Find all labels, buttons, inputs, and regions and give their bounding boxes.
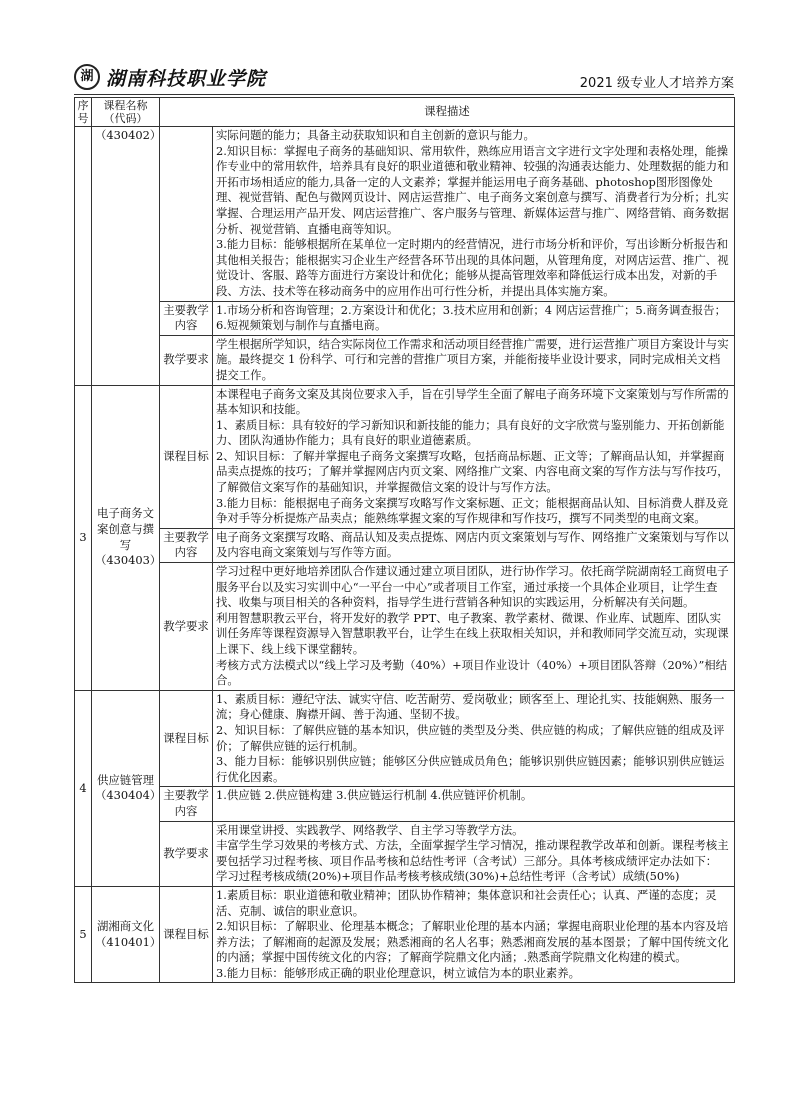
course-code: （430402） (95, 128, 162, 142)
course-name: 电子商务文案创意与撰写 (97, 506, 154, 552)
requirement-line: 采用课堂讲授、实践教学、网络教学、自主学习等教学方法。 (216, 822, 524, 837)
table-row (75, 886, 735, 983)
goal-label: 课程目标 (160, 690, 213, 787)
requirement-line: 考核方式方法模式以“线上学习及考勤（40%）+项目作业设计（40%）+项目团队答辩（20%）”相结合。 (216, 657, 728, 688)
course-name-cell (92, 690, 160, 886)
content-label: 主要教学内容 (160, 301, 213, 335)
table-row (75, 787, 735, 821)
goal-line: 3、能力目标：能够识别供应链；能够区分供应链成员角色；能够识别供应链因素；能够识别供应链运行优化因素。 (216, 754, 725, 784)
course-code: （430403） (95, 553, 162, 568)
requirement-label: 教学要求 (160, 563, 213, 691)
row-number: 4 (75, 690, 92, 886)
goal-line: 3.能力目标：能够根据所在某单位一定时期内的经营情况，进行市场分析和评价，写出诊断分析报告和其他相关报告；能根据实习企业生产经营各环节出现的具体问题，从管理角度，对网店运营、推广、视觉设计、客服、路等方面进行方案设计和优化；能够从提高管理效率和降低运行成本出发，对新的手段、方法、技术等在移动商务中的应用作出可行性分析，并提出具体实施方案。 (216, 237, 729, 298)
goal-line: 1、素质目标：具有较好的学习新知识和新技能的能力；具有良好的文字欣赏与鉴别能力、开拓创新能力、团队沟通协作能力；具有良好的职业道德素质。 (216, 417, 725, 448)
requirement-text (213, 821, 735, 886)
goal-text (213, 886, 735, 983)
document-title: 2021 级专业人才培养方案 (579, 76, 734, 91)
goal-line: 1.素质目标：职业道德和敬业精神；团队协作精神；集体意识和社会责任心；认真、严谨的态度；灵活、克制、诚信的职业意识。 (216, 887, 717, 918)
row-number: 3 (75, 385, 92, 690)
header-divider (74, 94, 734, 95)
goal-line: 2、知识目标：了解供应链的基本知识，供应链的类型及分类、供应链的构成；了解供应链的组成及评价；了解供应链的运行机制。 (216, 722, 725, 753)
table-row (75, 690, 735, 787)
page-header (74, 62, 734, 94)
course-table (74, 97, 735, 983)
content-label: 主要教学内容 (160, 528, 213, 562)
goal-line: 1、素质目标：遵纪守法、诚实守信、吃苦耐劳、爱岗敬业；顾客至上、理论扎实、技能娴熟、服务一流；身心健康、胸襟开阔、善于沟通、坚韧不拔。 (216, 691, 725, 722)
table-row (75, 127, 735, 302)
goal-text (213, 690, 735, 787)
course-name: 湖湘商文化 (97, 919, 154, 934)
course-name-cell (92, 127, 160, 386)
requirement-text (213, 563, 735, 691)
content-label: 主要教学内容 (160, 787, 213, 821)
course-code: （410401） (95, 934, 162, 949)
table-row (75, 301, 735, 335)
course-name-cell (92, 385, 160, 690)
goal-line: 2.知识目标：了解职业、伦理基本概念；了解职业伦理的基本内涵；掌握电商职业伦理的基本内容及培养方法；了解湘商的起源及发展；熟悉湘商的名人名事；熟悉湘商发展的基本图景；了解中国传统文化的内涵；掌握中国传统文化的内容；了解商学院鼎文化内涵；.熟悉商学院鼎文化构建的模式。 (216, 919, 729, 965)
goal-label (160, 127, 213, 302)
school-name: 湖南科技职业学院 (106, 68, 267, 90)
requirement-line: 丰富学生学习效果的考核方式、方法，全面掌握学生学习情况，推动课程教学改革和创新。课程考核主要包括学习过程考核、项目作品考核和总结性考评（含考试）三部分。具体考核成绩评定办法如下： (216, 838, 729, 868)
header-course-desc: 课程描述 (160, 98, 735, 127)
goal-line: 实际问题的能力；具备主动获取知识和自主创新的意识与能力。 (216, 128, 535, 142)
goal-text (213, 385, 735, 528)
content-text: 1.供应链 2.供应链构建 3.供应链运行机制 4.供应链评价机制。 (213, 787, 735, 821)
goal-line: 3.能力目标：能根据电子商务文案撰写攻略写作文案标题、正文；能根据商品认知、目标消费人群及竞争对手等分析提炼产品卖点；能熟练掌握文案的写作规律和写作技巧，撰写不同类型的电商文案。 (216, 495, 729, 526)
header-course-name: 课程名称（代码） (92, 98, 160, 127)
table-row (75, 385, 735, 528)
requirement-label: 教学要求 (160, 821, 213, 886)
requirement-text (213, 335, 735, 385)
goal-text (213, 127, 735, 302)
goal-label: 课程目标 (160, 886, 213, 983)
row-number (75, 127, 92, 386)
table-header-row (75, 98, 735, 127)
course-name: 供应链管理 (97, 772, 154, 787)
content-text: 电子商务文案撰写攻略、商品认知及卖点提炼、网店内页文案策划与写作、网络推广文案策划与写作以及内容电商文案策划与写作等方面。 (213, 528, 735, 562)
requirement-line: 学习过程中更好地培养团队合作建议通过建立项目团队，进行协作学习。依托商学院湖南轻工商贸电子服务平台以及实习实训中心“一平台一中心”或者项目工作室，通过承接一个具体企业项目，让学生查找、收集与项目相关的各种资料，指导学生进行营销各种知识的实践运用，分析解决有关问题。 (216, 564, 729, 610)
requirement-line: 学生根据所学知识，结合实际岗位工作需求和活动项目经营推广需要，进行运营推广项目方案设计与实施。最终提交 1 份科学、可行和完善的营推广项目方案，并能衔接毕业设计要求，同时完成相关文档提交工作。 (216, 336, 729, 382)
goal-line: 本课程电子商务文案及其岗位要求入手，旨在引导学生全面了解电子商务环境下文案策划与写作所需的基本知识和技能。 (216, 386, 729, 417)
course-name-cell (92, 886, 160, 983)
row-number: 5 (75, 886, 92, 983)
requirement-line: 学习过程考核成绩(20%)+项目作品考核考核成绩(30%)+总结性考评（含考试）成绩(50%) (216, 869, 680, 884)
goal-line: 2.知识目标：掌握电子商务的基础知识、常用软件，熟练应用语言文字进行文字处理和表格处理，能操作专业中的常用软件，培养具有良好的职业道德和敬业精神、较强的沟通表达能力、处理数据的能力和开拓市场相适应的能力,具备一定的人文素养；掌握并能运用电子商务基础、photoshop图形图像处理、视觉营销、配色与微网页设计、网店运营推广、电子商务文案创意与撰写、消费者行为分析；扎实掌握、合理运用产品开发、网店运营推广、客户服务与管理、新媒体运营与推广、网络营销、商务数据分析、视觉营销、直播电商等知识。 (216, 143, 729, 236)
requirement-label: 教学要求 (160, 335, 213, 385)
course-code: （430404） (95, 788, 162, 803)
requirement-line: 利用智慧职教云平台，将开发好的教学 PPT、电子教案、教学素材、微课、作业库、试题库、团队实训任务库等课程资源导入智慧职教平台，让学生在线上获取相关知识，并和教师同学交流互动，实现课上课下、线上线下课堂翻转。 (216, 610, 729, 656)
content-text: 1.市场分析和咨询管理；2.方案设计和优化；3.技术应用和创新；4 网店运营推广；5.商务调查报告；6.短视频策划与制作与直播电商。 (213, 301, 735, 335)
header-seq: 序号 (75, 98, 92, 127)
goal-line: 3.能力目标：能够形成正确的职业伦理意识，树立诚信为本的职业素养。 (216, 965, 580, 980)
table-row (75, 335, 735, 385)
goal-line: 2、知识目标：了解并掌握电子商务文案撰写攻略，包括商品标题、正文等；了解商品认知，并掌握商品卖点提炼的技巧；了解并掌握网店内页文案、网络推广文案、内容电商文案的写作方法与写作技巧，了解微信文案写作的基础知识，并掌握微信文案的设计与写作方法。 (216, 448, 729, 495)
table-row (75, 528, 735, 562)
table-row (75, 563, 735, 691)
school-logo: 湖 (74, 64, 100, 90)
goal-label: 课程目标 (160, 385, 213, 528)
table-row (75, 821, 735, 886)
